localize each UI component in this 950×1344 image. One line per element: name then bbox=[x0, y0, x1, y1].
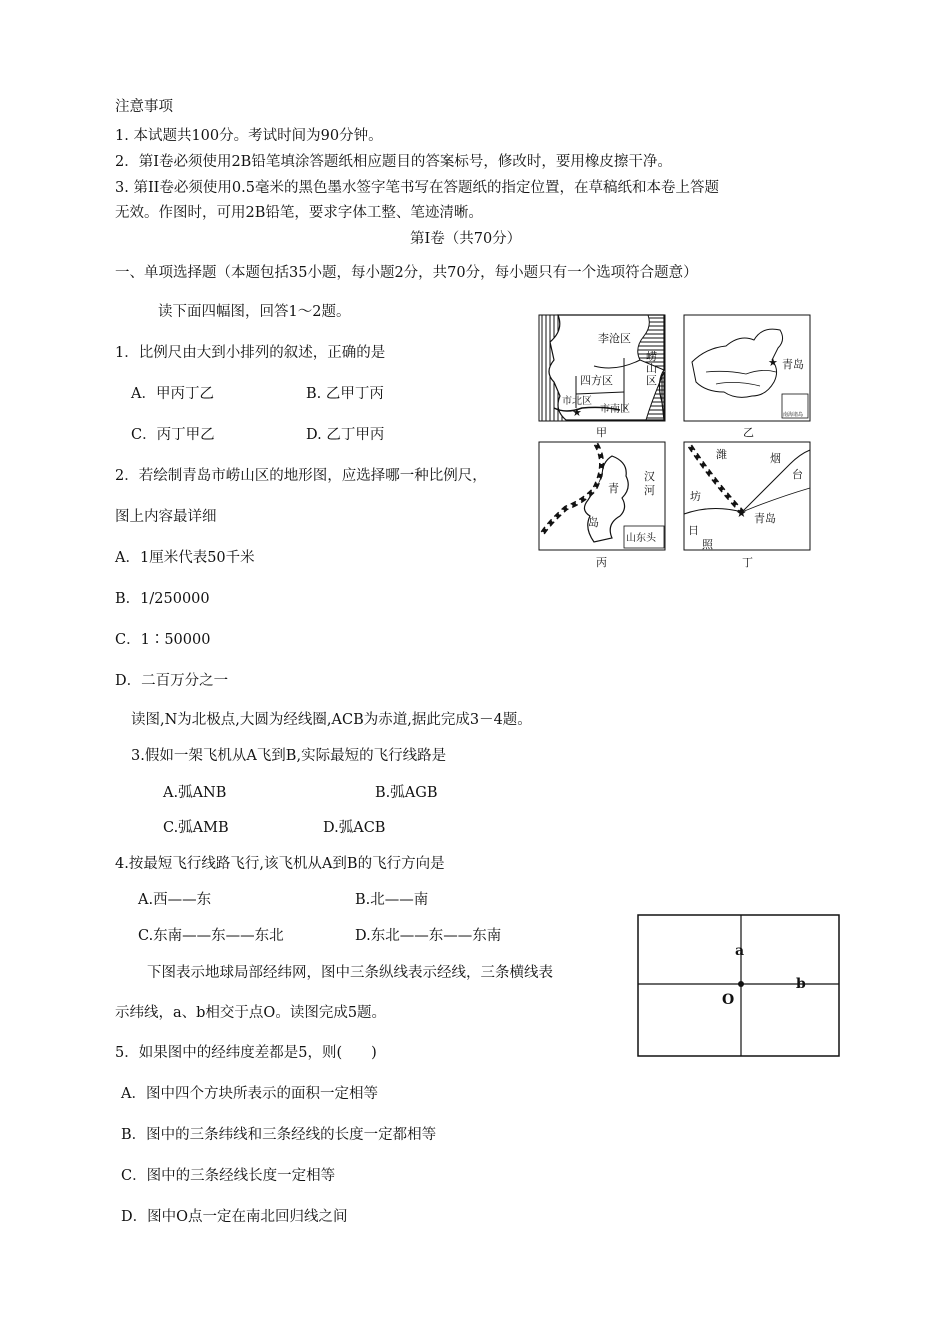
q5-option-d: D．图中O点一定在南北回归线之间 bbox=[121, 1209, 348, 1225]
q2-stem-1: 2．若绘制青岛市崂山区的地形图，应选择哪一种比例尺， bbox=[115, 468, 487, 484]
map-ding-label-3b: 照 bbox=[702, 538, 713, 551]
part-heading: 一、单项选择题（本题包括35小题，每小题2分，共70分，每小题只有一个选项符合题意） bbox=[115, 265, 698, 281]
q1-option-b: B. 乙甲丁丙 bbox=[306, 386, 384, 402]
q2-option-c: C．1∶50000 bbox=[115, 632, 211, 648]
svg-text:★: ★ bbox=[736, 506, 747, 520]
q1-stem: 1．比例尺由大到小排列的叙述，正确的是 bbox=[115, 345, 386, 361]
q2-option-a: A．1厘米代表50千米 bbox=[115, 550, 255, 566]
map-ding-caption: 丁 bbox=[742, 556, 753, 569]
map-yi-label-2: 南海诸岛 bbox=[783, 412, 804, 418]
map-ding-label-3a: 日 bbox=[688, 524, 699, 537]
map-ding-label-1b: 坊 bbox=[690, 490, 701, 503]
svg-text:★: ★ bbox=[768, 356, 778, 369]
grid-label-o: O bbox=[722, 992, 735, 1008]
q1-option-d: D. 乙丁甲丙 bbox=[306, 427, 385, 443]
map-bing-label-1b: 河 bbox=[644, 484, 655, 497]
map-jia-label-3: 四方区 bbox=[580, 374, 613, 387]
map-jia-label-2a: 崂 bbox=[646, 350, 657, 363]
q4-option-d: D.东北——东——东南 bbox=[355, 928, 502, 944]
four-maps-figure bbox=[536, 312, 826, 572]
section-title: 第Ⅰ卷（共70分） bbox=[410, 231, 522, 247]
lat-lon-grid-figure bbox=[636, 913, 842, 1059]
q2-stem-2: 图上内容最详细 bbox=[115, 509, 217, 525]
map-bing-label-2a: 青 bbox=[608, 482, 619, 495]
grid-label-a: a bbox=[735, 943, 745, 959]
grid-label-b: b bbox=[796, 976, 806, 992]
group2-intro: 读图,N为北极点,大圆为经线圈,ACB为赤道,据此完成3－4题。 bbox=[131, 712, 532, 728]
map-bing-label-2b: 岛 bbox=[588, 516, 599, 529]
q3-option-c: C.弧AMB bbox=[163, 820, 229, 836]
map-bing-label-3: 山东头 bbox=[626, 533, 656, 544]
q5-stem: 5．如果图中的经纬度差都是5，则( ) bbox=[115, 1045, 377, 1061]
notice-item-3-cont: 无效。作图时，可用2B铅笔，要求字体工整、笔迹清晰。 bbox=[115, 205, 483, 221]
star-icon: ★ bbox=[572, 406, 582, 419]
notice-item-2: 2．第I卷必须使用2B铅笔填涂答题纸相应题目的答案标号，修改时，要用橡皮擦干净。 bbox=[115, 154, 672, 170]
notice-item-3: 3. 第II卷必须使用0.5毫米的黑色墨水签字笔书写在答题纸的指定位置，在草稿纸和本卷上答题 bbox=[115, 180, 719, 196]
q1-option-c: C．丙丁甲乙 bbox=[131, 427, 215, 443]
q3-option-b: B.弧AGB bbox=[375, 785, 438, 801]
map-jia-label-5: 市南区 bbox=[600, 404, 630, 415]
q5-option-a: A．图中四个方块所表示的面积一定相等 bbox=[121, 1086, 378, 1102]
q5-option-c: C．图中的三条经线长度一定相等 bbox=[121, 1168, 336, 1184]
map-jia-label-2b: 山 bbox=[646, 362, 657, 375]
map-jia-label-2c: 区 bbox=[646, 374, 657, 387]
map-yi-caption: 乙 bbox=[743, 426, 754, 439]
map-bing bbox=[539, 442, 665, 569]
notice-item-1: 1. 本试题共100分。考试时间为90分钟。 bbox=[115, 128, 383, 144]
q4-option-a: A.西——东 bbox=[138, 892, 212, 908]
q1-option-a: A．甲丙丁乙 bbox=[131, 386, 214, 402]
map-jia-label-4: 市北区 bbox=[562, 396, 592, 407]
q3-option-d: D.弧ACB bbox=[323, 820, 386, 836]
map-jia-caption: 甲 bbox=[596, 426, 607, 439]
map-ding-label-2b: 台 bbox=[792, 468, 803, 481]
q5-option-b: B．图中的三条纬线和三条经线的长度一定都相等 bbox=[121, 1127, 437, 1143]
q3-option-a: A.弧ANB bbox=[163, 785, 227, 801]
map-jia-label-1: 李沧区 bbox=[598, 332, 631, 345]
map-ding-label-4: 青岛 bbox=[754, 512, 776, 525]
map-yi bbox=[684, 315, 810, 439]
group1-intro: 读下面四幅图，回答1～2题。 bbox=[158, 304, 351, 320]
q4-option-c: C.东南——东——东北 bbox=[138, 928, 284, 944]
map-ding-label-2a: 烟 bbox=[770, 452, 781, 465]
q2-option-b: B．1/250000 bbox=[115, 591, 210, 607]
q3-stem: 3.假如一架飞机从A飞到B,实际最短的飞行线路是 bbox=[131, 748, 447, 764]
q4-stem: 4.按最短飞行线路飞行,该飞机从A到B的飞行方向是 bbox=[115, 856, 445, 872]
map-jia bbox=[539, 315, 665, 439]
group3-intro-2: 示纬线，a、b相交于点O。读图完成5题。 bbox=[115, 1005, 387, 1021]
map-bing-caption: 丙 bbox=[596, 556, 607, 569]
q2-option-d: D．二百万分之一 bbox=[115, 673, 229, 689]
q4-option-b: B.北——南 bbox=[355, 892, 429, 908]
map-ding-label-1a: 潍 bbox=[716, 448, 727, 461]
map-bing-label-1a: 汉 bbox=[644, 470, 655, 483]
map-ding bbox=[684, 442, 810, 569]
map-yi-label-1: 青岛 bbox=[782, 358, 804, 371]
notice-title: 注意事项 bbox=[115, 99, 173, 115]
group3-intro-1: 下图表示地球局部经纬网，图中三条纵线表示经线，三条横线表 bbox=[147, 965, 553, 981]
